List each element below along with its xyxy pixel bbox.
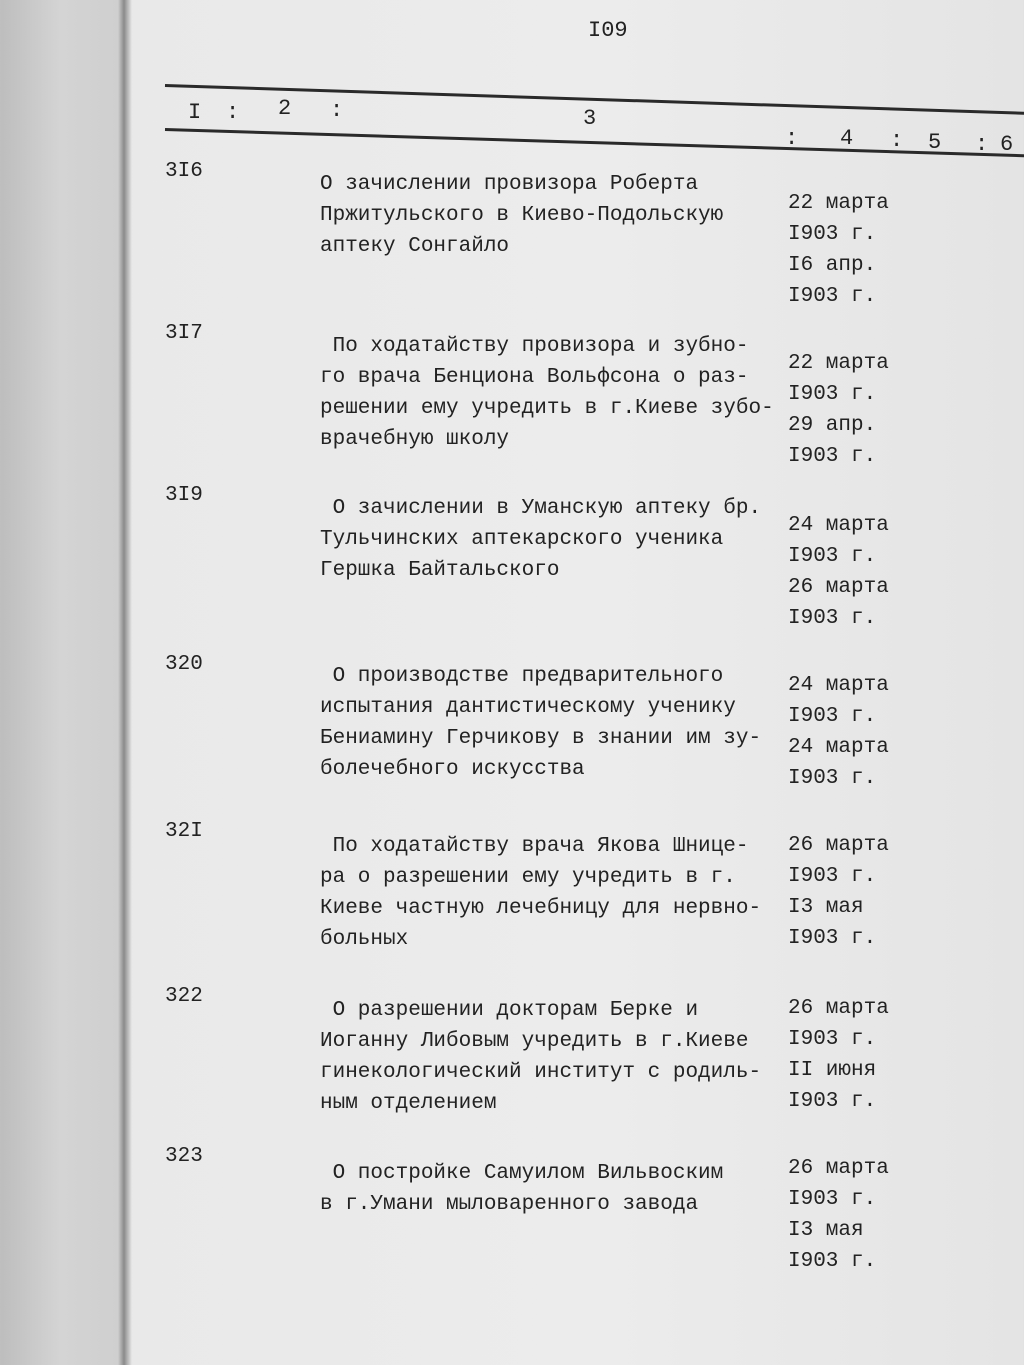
- date-line: 24 марта: [788, 514, 889, 537]
- date-line: I903 г.: [788, 445, 877, 468]
- date-line: I903 г.: [788, 865, 877, 888]
- date-line: 26 марта: [788, 1157, 889, 1180]
- date-line: 24 марта: [788, 674, 889, 697]
- description-line: По ходатайству провизора и зубно-: [320, 335, 749, 358]
- description-line: О разрешении докторам Берке и: [320, 999, 699, 1022]
- description-line: решении ему учредить в г.Киеве зубо-: [320, 397, 774, 420]
- date-line: I3 мая: [788, 896, 864, 919]
- entry-description: [320, 493, 761, 586]
- date-line: 24 марта: [788, 736, 889, 759]
- col-separator: :: [975, 132, 989, 157]
- entry-dates: [788, 1153, 889, 1277]
- description-line: О зачислении провизора Роберта: [320, 173, 699, 196]
- entry-description: [320, 169, 723, 262]
- description-line: Бениамину Герчикову в знании им зу-: [320, 727, 762, 750]
- col-5-header: 5: [928, 130, 942, 155]
- date-line: 26 марта: [788, 997, 889, 1020]
- date-line: 22 марта: [788, 192, 889, 215]
- description-line: По ходатайству врача Якова Шнице-: [320, 835, 749, 858]
- description-line: Тульчинских аптекарского ученика: [320, 528, 724, 551]
- date-line: 22 марта: [788, 352, 889, 375]
- entry-number: 322: [165, 985, 203, 1008]
- entry-number: 32I: [165, 820, 203, 843]
- description-line: врачебную школу: [320, 428, 510, 451]
- entry-description: [320, 831, 761, 955]
- description-line: ра о разрешении ему учредить в г.: [320, 866, 736, 889]
- col-separator: :: [330, 98, 344, 123]
- entry-number: 323: [165, 1145, 203, 1168]
- col-3-header: 3: [583, 106, 597, 131]
- date-line: I6 апр.: [788, 254, 877, 277]
- description-line: испытания дантистическому ученику: [320, 696, 736, 719]
- col-separator: :: [890, 128, 904, 153]
- description-line: О производстве предварительного: [320, 665, 724, 688]
- date-line: I903 г.: [788, 767, 877, 790]
- description-line: О зачислении в Уманскую аптеку бр.: [320, 497, 762, 520]
- entry-dates: [788, 510, 889, 634]
- date-line: I903 г.: [788, 1188, 877, 1211]
- date-line: I903 г.: [788, 1250, 877, 1273]
- entry-dates: [788, 188, 889, 312]
- date-line: II июня: [788, 1059, 877, 1082]
- entry-dates: [788, 993, 889, 1117]
- entry-dates: [788, 830, 889, 954]
- entry-dates: [788, 670, 889, 794]
- description-line: ным отделением: [320, 1092, 497, 1115]
- date-line: I903 г.: [788, 545, 877, 568]
- date-line: I903 г.: [788, 607, 877, 630]
- col-separator: :: [226, 100, 240, 125]
- date-line: I903 г.: [788, 1090, 877, 1113]
- description-line: Иоганну Либовым учредить в г.Киеве: [320, 1030, 749, 1053]
- col-6-header: 6: [1000, 132, 1014, 157]
- entry-dates: [788, 348, 889, 472]
- entry-description: [320, 1158, 723, 1220]
- date-line: I3 мая: [788, 1219, 864, 1242]
- description-line: Гершка Байтальского: [320, 559, 560, 582]
- page-number: I09: [588, 18, 628, 43]
- date-line: I903 г.: [788, 285, 877, 308]
- description-line: О постройке Самуилом Вильвоским: [320, 1162, 724, 1185]
- col-1-header: I: [188, 100, 202, 125]
- description-line: больных: [320, 928, 409, 951]
- entry-description: [320, 661, 761, 785]
- description-line: в г.Умани мыловаренного завода: [320, 1193, 699, 1216]
- description-line: Пржитульского в Киево-Подольскую: [320, 204, 724, 227]
- description-line: аптеку Сонгайло: [320, 235, 510, 258]
- col-4-header: 4: [840, 126, 854, 151]
- description-line: гинекологический институт с родиль-: [320, 1061, 762, 1084]
- date-line: 26 марта: [788, 834, 889, 857]
- date-line: I903 г.: [788, 383, 877, 406]
- entry-description: [320, 331, 774, 455]
- entry-number: 3I7: [165, 322, 203, 345]
- col-2-header: 2: [278, 96, 292, 121]
- entry-number: 320: [165, 653, 203, 676]
- description-line: болечебного искусства: [320, 758, 585, 781]
- date-line: I903 г.: [788, 927, 877, 950]
- entry-description: [320, 995, 761, 1119]
- entry-number: 3I9: [165, 484, 203, 507]
- description-line: го врача Бенциона Вольфсона о раз-: [320, 366, 749, 389]
- date-line: 26 марта: [788, 576, 889, 599]
- entry-number: 3I6: [165, 160, 203, 183]
- date-line: 29 апр.: [788, 414, 877, 437]
- description-line: Киеве частную лечебницу для нервно-: [320, 897, 762, 920]
- date-line: I903 г.: [788, 1028, 877, 1051]
- date-line: I903 г.: [788, 705, 877, 728]
- date-line: I903 г.: [788, 223, 877, 246]
- col-separator: :: [785, 126, 799, 151]
